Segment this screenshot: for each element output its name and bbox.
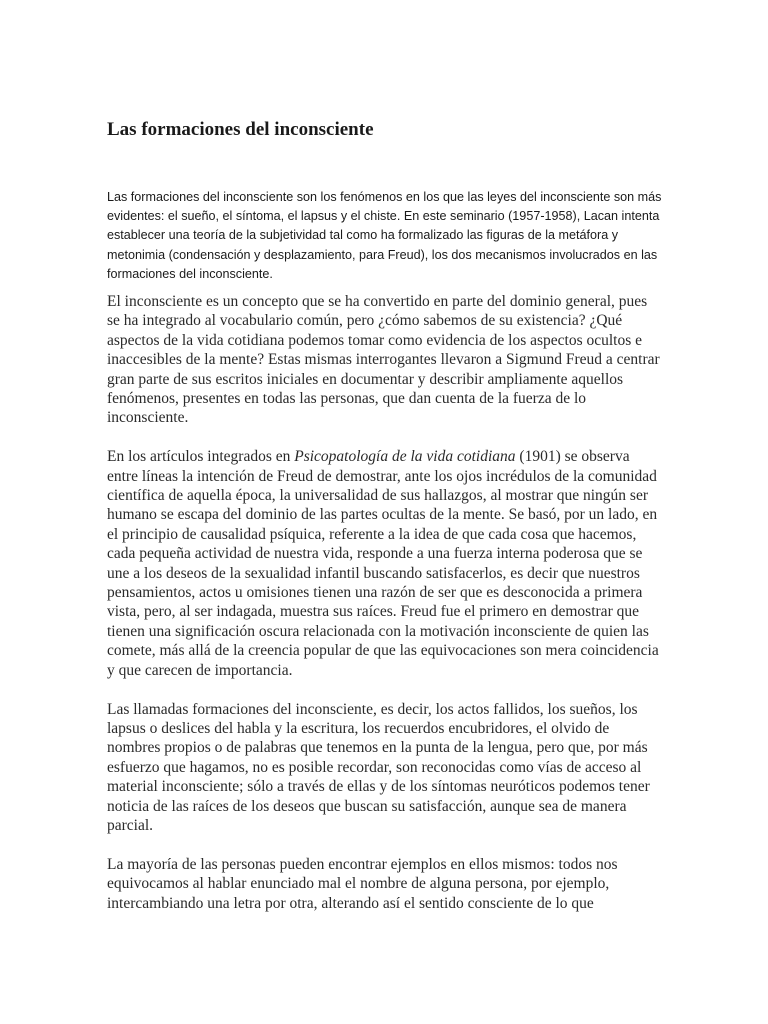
abstract-paragraph: Las formaciones del inconsciente son los fenómenos en los que las leyes del inconsciente son más evidentes: el sueño, el síntoma, el lapsus y el chiste. En este seminario (1957-1958), Lacan intenta establecer una teoría de la subjetividad tal como ha formalizado las figuras de la metáfora y metonimia (condensación y desplazamiento, para Freud), los dos mecanismos involucrados en las formaciones del inconsciente. [107, 190, 662, 281]
book-title-italic: Psicopatología de la vida cotidiana [294, 448, 516, 466]
paragraph-2-lead-text: En los artículos integrados en [107, 448, 295, 466]
paragraph-2-rest-text: (1901) se observa entre líneas la intención de Freud de demostrar, ante los ojos incrédulos de la comunidad científica de aquella época, la universalidad de sus hallazgos, al mostrar que ningún ser humano se escapa del dominio de las partes ocultas de la mente. Se basó, por un lado, en el principio de causalidad psíquica, referente a la idea de que cada cosa que hacemos, cada pequeña actividad de nuestra vida, responde a una fuerza interna poderosa que se une a los deseos de la sexualidad infantil buscando satisfacerlos, es decir que nuestros pensamientos, actos u omisiones tienen una razón de ser que es desconocida a primera vista, pero, al ser indagada, muestra sus raíces. Freud fue el primero en demostrar que tienen una significación oscura relacionada con la motivación inconsciente de quien las comete, más allá de la creencia popular de que las equivocaciones son mera coincidencia y que carecen de importancia. [107, 448, 659, 679]
document-title: Las formaciones del inconsciente [107, 119, 374, 140]
body-paragraph-3: Las llamadas formaciones del inconsciente, es decir, los actos fallidos, los sueños, los lapsus o deslices del habla y la escritura, los recuerdos encubridores, el olvido de nombres propios o de palabras que tenemos en la punta de la lengua, pero que, por más esfuerzo que hagamos, no es posible recordar, son reconocidas como vías de acceso al material inconsciente; sólo a través de ellas y de los síntomas neuróticos podemos tener noticia de las raíces de los deseos que buscan su satisfacción, aunque sea de manera parcial. [107, 700, 650, 834]
body-paragraph-2 [107, 447, 663, 680]
body-paragraph-4: La mayoría de las personas pueden encontrar ejemplos en ellos mismos: todos nos equivocamos al hablar enunciado mal el nombre de alguna persona, por ejemplo, intercambiando una letra por otra, alterando así el sentido consciente de lo que [107, 855, 618, 912]
document-body [107, 292, 663, 932]
body-paragraph-1: El inconsciente es un concepto que se ha convertido en parte del dominio general, pues se ha integrado al vocabulario común, pero ¿cómo sabemos de su existencia? ¿Qué aspectos de la vida cotidiana podemos tomar como evidencia de los aspectos ocultos e inaccesibles de la mente? Estas mismas interrogantes llevaron a Sigmund Freud a centrar gran parte de sus escritos iniciales en documentar y describir ampliamente aquellos fenómenos, presentes en todas las personas, que dan cuenta de la fuerza de lo inconsciente. [107, 293, 660, 427]
